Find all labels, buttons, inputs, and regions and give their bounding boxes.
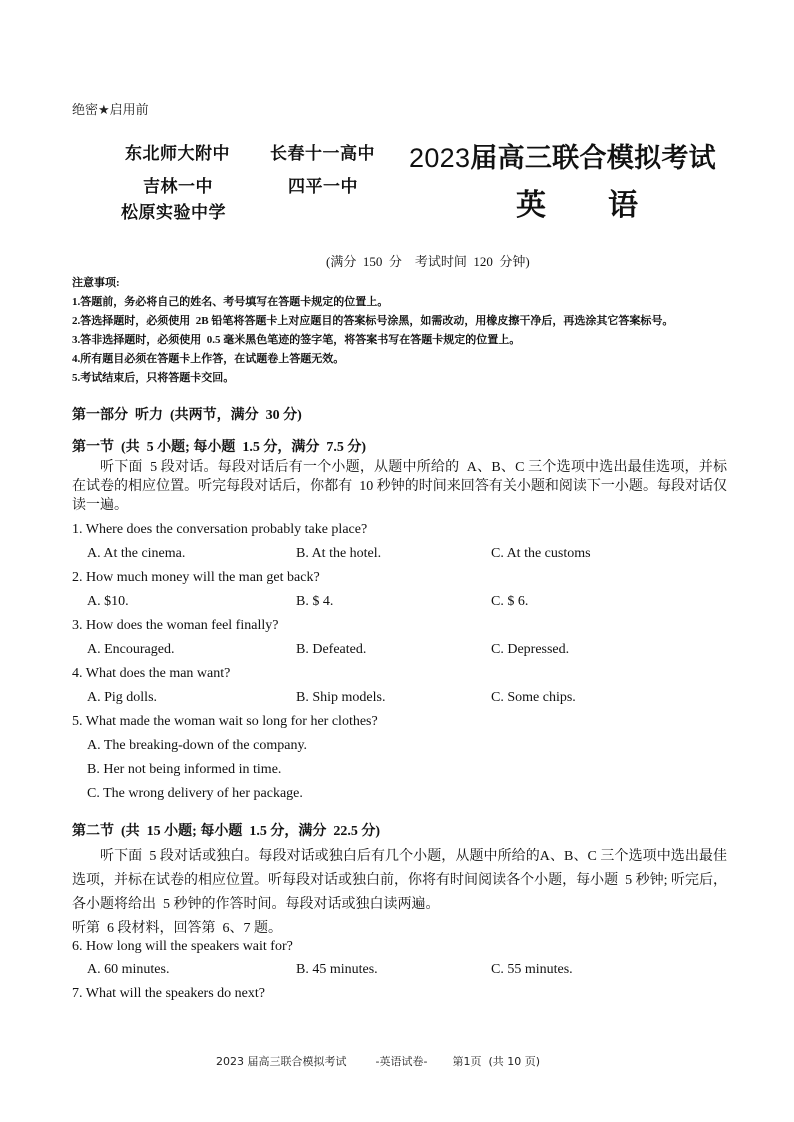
option-c: C. The wrong delivery of her package. xyxy=(87,786,303,801)
notices-title: 注意事项: xyxy=(72,277,120,289)
footer-exam: 2023 届高三联合模拟考试 xyxy=(216,1055,347,1068)
exam-title xyxy=(409,136,716,175)
option-a: A. $10. xyxy=(87,594,129,609)
school-name: 长春十一高中 xyxy=(270,144,375,163)
option-c: C. Some chips. xyxy=(491,690,576,705)
subject-char: 英 xyxy=(516,189,546,222)
subject-char: 语 xyxy=(608,189,638,222)
score-time-line: (满分 150 分 考试时间 120 分钟) xyxy=(326,254,530,269)
school-name: 四平一中 xyxy=(288,177,358,196)
page-footer xyxy=(216,1053,540,1069)
option-c: C. Depressed. xyxy=(491,642,570,657)
question-stem: 6. How long will the speakers wait for? xyxy=(72,939,293,954)
secret-mark: 绝密★启用前 xyxy=(72,103,149,118)
notice-item: 3.答非选择题时，必须使用 0.5 毫米黑色笔迹的签字笔，将答案书写在答题卡规定的位置上。 xyxy=(72,334,521,346)
option-b: B. At the hotel. xyxy=(296,546,382,561)
question-stem: 1. Where does the conversation probably take place? xyxy=(72,522,368,537)
option-a: A. Encouraged. xyxy=(87,642,175,657)
question-stem: 3. How does the woman feel finally? xyxy=(72,618,279,633)
question-stem: 7. What will the speakers do next? xyxy=(72,986,265,1001)
option-b: B. Ship models. xyxy=(296,690,386,705)
section-instructions: 听下面 5 段对话或独白。每段对话或独白后有几个小题，从题中所给的A、B、C 三个选项中选出最佳选项，并标在试卷的相应位置。听每段对话或独白前，你将有时间阅读各个小题，每小题 5 秒钟; 听完后， 各小题将给出 5 秒钟的作答时间。每段对话或独白读两遍。 xyxy=(72,849,734,912)
exam-title-text: 届高三联合模拟考试 xyxy=(470,143,716,173)
footer-page-number: 第1页 (共 10 页) xyxy=(452,1055,541,1068)
option-c: C. At the customs xyxy=(491,546,591,561)
option-b: B. Defeated. xyxy=(296,642,367,657)
question-stem: 5. What made the woman wait so long for her clothes? xyxy=(72,714,378,729)
question-stem: 2. How much money will the man get back? xyxy=(72,570,320,585)
exam-year: 2023 xyxy=(409,143,471,173)
notice-item: 2.答选择题时，必须使用 2B 铅笔将答题卡上对应题目的答案标号涂黑，如需改动，用橡皮擦干净后，再选涂其它答案标号。 xyxy=(72,315,674,327)
section-heading: 第一节 (共 5 小题; 每小题 1.5 分，满分 7.5 分) xyxy=(72,440,366,455)
option-b: B. Her not being informed in time. xyxy=(87,762,282,777)
option-a: A. The breaking-down of the company. xyxy=(87,738,308,753)
section-heading: 第二节 (共 15 小题; 每小题 1.5 分，满分 22.5 分) xyxy=(72,824,380,839)
section-instructions: 听下面 5 段对话。每段对话后有一个小题，从题中所给的 A、B、C 三个选项中选出最佳选项，并标在试卷的相应位置。听完每段对话后，你都有 10 秒钟的时间来回答有关小题和阅读下一小题。每段对话仅读一遍。 xyxy=(72,460,727,513)
option-b: B. 45 minutes. xyxy=(296,962,378,977)
subject-title xyxy=(516,180,638,224)
notice-item: 1.答题前，务必将自己的姓名、考号填写在答题卡规定的位置上。 xyxy=(72,296,389,308)
option-a: A. 60 minutes. xyxy=(87,962,170,977)
option-a: A. At the cinema. xyxy=(87,546,186,561)
option-c: C. 55 minutes. xyxy=(491,962,573,977)
notice-item: 4.所有题目必须在答题卡上作答，在试题卷上答题无效。 xyxy=(72,353,345,365)
option-c: C. $ 6. xyxy=(491,594,529,609)
question-stem: 4. What does the man want? xyxy=(72,666,231,681)
material-note: 听第 6 段材料，回答第 6、7 题。 xyxy=(72,921,282,936)
school-name: 东北师大附中 xyxy=(125,144,230,163)
part-heading: 第一部分 听力 (共两节，满分 30 分) xyxy=(72,408,302,423)
school-name: 松原实验中学 xyxy=(121,203,226,222)
option-b: B. $ 4. xyxy=(296,594,334,609)
footer-subject: -英语试卷- xyxy=(375,1055,428,1068)
option-a: A. Pig dolls. xyxy=(87,690,158,705)
school-name: 吉林一中 xyxy=(143,177,213,196)
notice-item: 5.考试结束后，只将答题卡交回。 xyxy=(72,372,235,384)
